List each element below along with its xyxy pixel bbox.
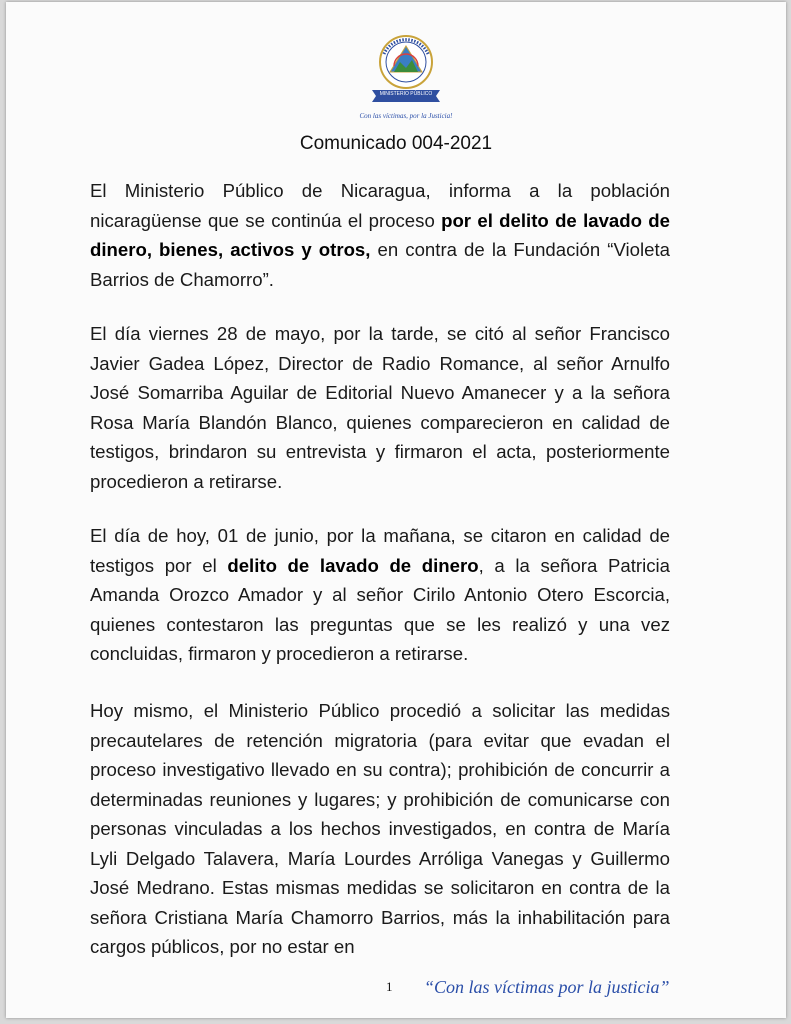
ministerio-publico-logo xyxy=(336,32,476,124)
bold-text-segment: por el delito de lavado de dinero, bienes, activos y otros, xyxy=(90,209,670,260)
paragraph-4 xyxy=(90,696,670,962)
paragraph-1 xyxy=(90,176,670,294)
text-segment: , a la señora Patricia Amanda Orozco Amador y al señor Cirilo Antonio Otero Escorcia, quienes contestaron las preguntas que se les realizó y una vez concluidas, firmaron y procedieron a retirarse. xyxy=(90,554,670,664)
page-number: 1 xyxy=(386,979,393,994)
footer-slogan: “Con las víctimas por la justicia” xyxy=(424,977,670,997)
document-title: Comunicado 004-2021 xyxy=(299,133,493,154)
motto-text: Con las víctimas, por la Justicia! xyxy=(359,112,453,120)
text-segment: en contra de la Fundación “Violeta Barrios de Chamorro”. xyxy=(90,239,670,290)
text-segment: El día viernes 28 de mayo, por la tarde, se citó al señor Francisco Javier Gadea López, Director de Radio Romance, al señor Arnulfo José Somarriba Aguilar de Editorial Nuevo Amanecer y a la señora Rosa María Blandón Blanco, quienes comparecieron en calidad de testigos, brindaron su entrevista y firmaron el acta, posteriormente procedieron a retirarse. xyxy=(90,323,670,492)
text-segment: El día de hoy, 01 de junio, por la mañana, se citaron en calidad de testigos por el xyxy=(90,525,670,576)
paragraph-2 xyxy=(90,319,670,496)
text-segment: Hoy mismo, el Ministerio Público procedió a solicitar las medidas precautelares de retención migratoria (para evitar que evadan el proceso investigativo llevado en su contra); prohibición de concurrir a determinadas reuniones y lugares; y prohibición de comunicarse con personas vinculadas a los hechos investigados, en contra de María Lyli Delgado Talavera, María Lourdes Arróliga Vanegas y Guillermo José Medrano. Estas mismas medidas se solicitaron en contra de la señora Cristiana María Chamorro Barrios, más la inhabilitación para cargos públicos, por no estar en xyxy=(90,700,670,957)
banner-text: MINISTERIO PÚBLICO xyxy=(379,91,433,97)
paragraph-3 xyxy=(90,521,670,669)
bold-text-segment: delito de lavado de dinero xyxy=(227,554,479,576)
text-segment: El Ministerio Público de Nicaragua, informa a la población nicaragüense que se continúa el proceso xyxy=(90,180,670,231)
document-page xyxy=(6,2,786,1018)
